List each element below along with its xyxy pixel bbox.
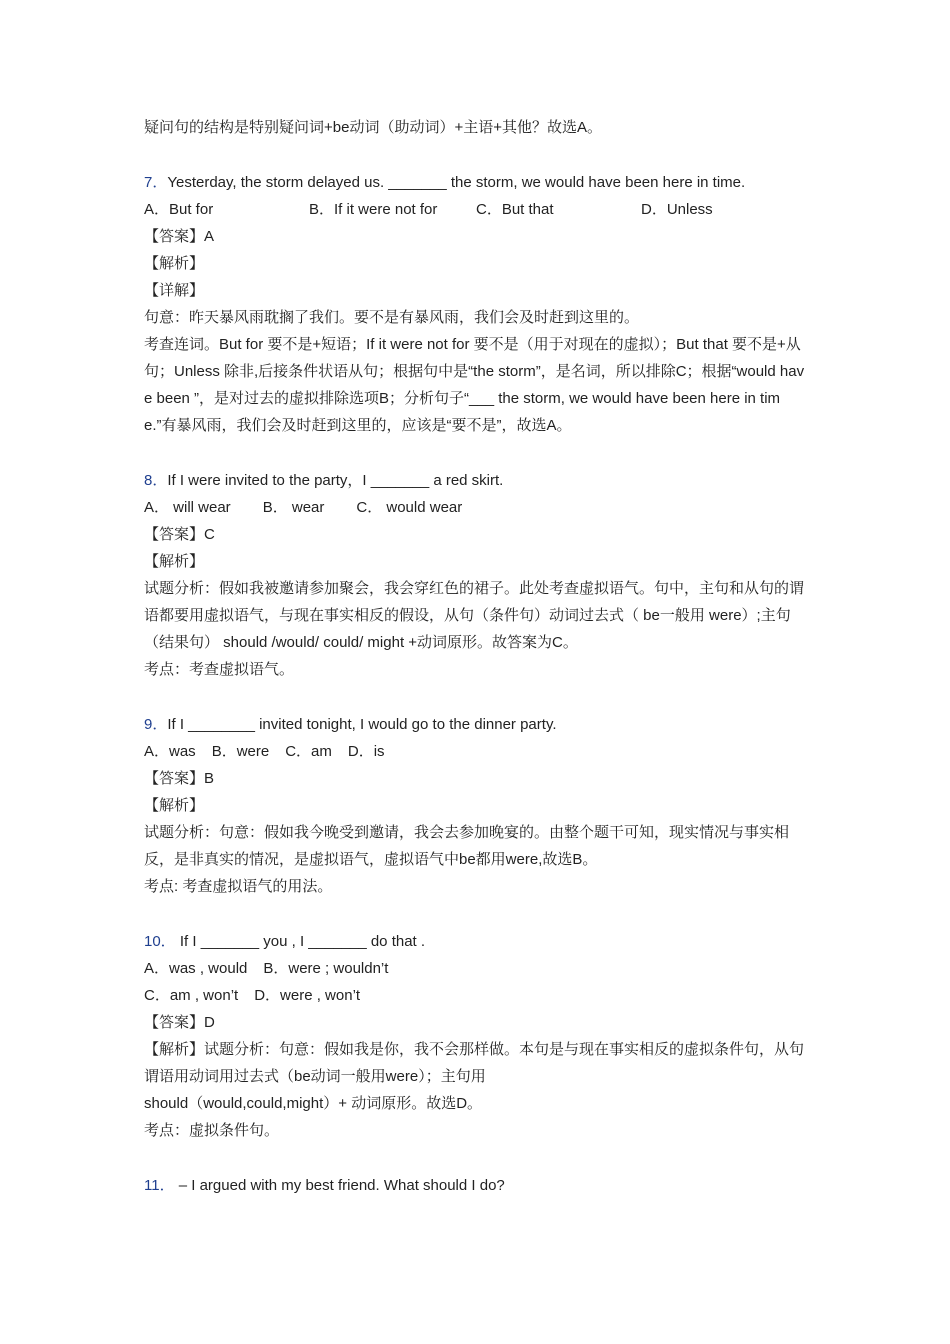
option-d: D．Unless (641, 201, 713, 218)
question-8 (144, 467, 810, 683)
answer: 【答案】C (144, 526, 215, 543)
answer: 【答案】B (144, 770, 215, 787)
detail-heading: 【详解】 (144, 282, 205, 299)
question-number: 10． (144, 933, 176, 950)
question-text: If I _______ you , I _______ do that . (175, 933, 426, 950)
spacer (144, 900, 810, 928)
option-c: C．But that (476, 201, 554, 218)
spacer (144, 683, 810, 711)
question-10 (144, 928, 810, 1144)
question-number: 11． (144, 1177, 175, 1194)
question-11 (144, 1172, 810, 1199)
spacer (144, 439, 810, 467)
question-8-stem (144, 467, 810, 494)
analysis-heading: 【解析】 (144, 553, 205, 570)
test-point: 考点: 考查虚拟语气的用法。 (144, 878, 333, 895)
option-b: B．were (211, 743, 270, 760)
explanation: 试题分析：假如我被邀请参加聚会，我会穿红色的裙子。此处考查虚拟语气。句中，主句和从句的谓语都要用虚拟语气，与现在事实相反的假设，从句（条件句）动词过去式（ be一般用 were）;主句（结果句） should /would/ could/ might +动词原形。故答案为C。 (144, 580, 805, 651)
analysis-heading: 【解析】 (144, 255, 205, 272)
option-b: B．were ; wouldn’t (263, 960, 389, 977)
test-point: 考点：虚拟条件句。 (144, 1122, 280, 1139)
option-b: B． wear (262, 499, 325, 516)
option-c: C．am , won’t (144, 987, 239, 1004)
question-7-stem (144, 169, 810, 196)
spacer (144, 141, 810, 169)
question-number: 7． (144, 174, 168, 191)
analysis-heading: 【解析】 (144, 797, 205, 814)
question-text: Yesterday, the storm delayed us. _______ the storm, we would have been here in time. (167, 174, 746, 191)
explanation: 【解析】试题分析：句意：假如我是你，我不会那样做。本句是与现在事实相反的虚拟条件句，从句谓语用动词用过去式（be动词一般用were）；主句用 (144, 1041, 805, 1085)
option-a: A． will wear (144, 499, 231, 516)
question-8-options (144, 494, 810, 521)
previous-explanation-tail: 疑问句的结构是特别疑问词+be动词（助动词）+主语+其他？故选A。 (144, 119, 602, 136)
option-c: C．am (285, 743, 332, 760)
option-b: B．If it were not for (309, 201, 438, 218)
document-content (144, 114, 810, 1199)
option-a: A．But for (144, 201, 214, 218)
question-9 (144, 711, 810, 900)
option-a: A．was (144, 743, 196, 760)
test-point: 考点：考查虚拟语气。 (144, 661, 295, 678)
question-text: – I argued with my best friend. What should I do? (174, 1177, 505, 1194)
explanation-continued: should（would,could,might）+ 动词原形。故选D。 (144, 1095, 483, 1112)
question-number: 9． (144, 716, 168, 733)
question-7 (144, 169, 810, 439)
option-d: D．is (347, 743, 385, 760)
question-9-options (144, 738, 810, 765)
question-7-options (144, 196, 810, 223)
explanation: 考查连词。But for 要不是+短语；If it were not for 要不是（用于对现在的虚拟）；But that 要不是+从句；Unless 除非,后接条件状语从句；根据句中是“the storm”，是名词，所以排除C；根据“would have been ”，是对过去的虚拟排除选项B；分析句子“___ the storm, we would have been here in time.”有暴风雨，我们会及时赶到这里的，应该是“要不是”，故选A。 (144, 336, 805, 434)
question-number: 8． (144, 472, 168, 489)
answer: 【答案】D (144, 1014, 215, 1031)
explanation: 试题分析：句意：假如我今晚受到邀请，我会去参加晚宴的。由整个题干可知，现实情况与事实相反，是非真实的情况，是虚拟语气，虚拟语气中be都用were,故选B。 (144, 824, 790, 868)
question-text: If I were invited to the party，I _______ a red skirt. (167, 472, 504, 489)
option-c: C． would wear (356, 499, 463, 516)
option-d: D．were , won’t (254, 987, 361, 1004)
sentence-meaning: 句意：昨天暴风雨耽搁了我们。要不是有暴风雨，我们会及时赶到这里的。 (144, 309, 640, 326)
question-10-stem (144, 928, 810, 955)
question-11-stem (144, 1172, 810, 1199)
question-text: If I ________ invited tonight, I would go to the dinner party. (167, 716, 557, 733)
question-10-options-row2 (144, 982, 810, 1009)
question-10-options-row1 (144, 955, 810, 982)
question-9-stem (144, 711, 810, 738)
answer: 【答案】A (144, 228, 215, 245)
spacer (144, 1144, 810, 1172)
option-a: A．was , would (144, 960, 248, 977)
